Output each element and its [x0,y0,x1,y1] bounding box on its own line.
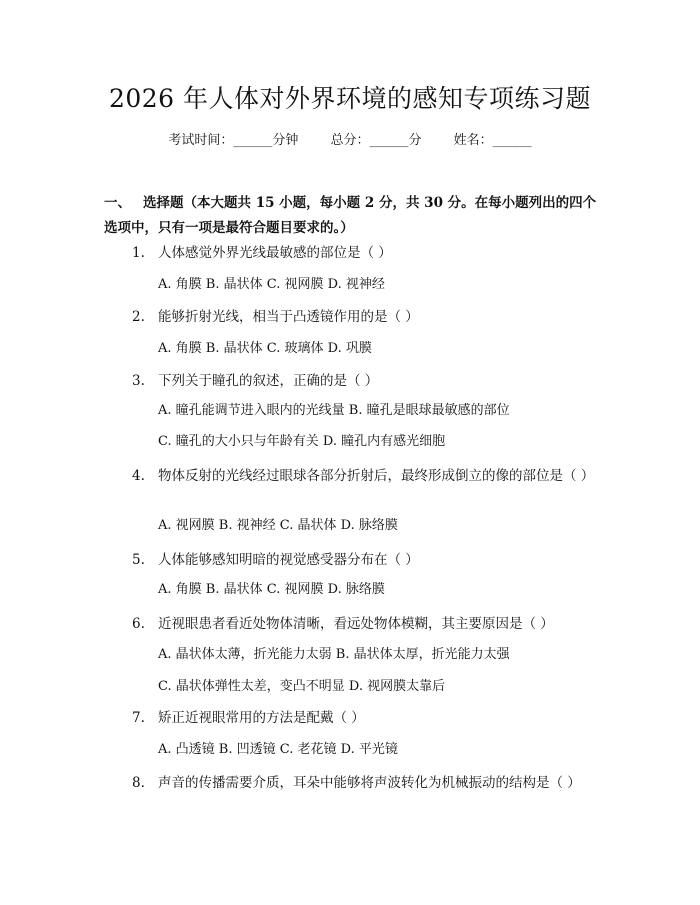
question-number: 5. [132,552,145,568]
question-1 [104,242,598,264]
question-2 [104,306,598,328]
question-6-options-line-1: A. 晶状体太薄，折光能力太弱 B. 晶状体太厚，折光能力太强 [158,647,510,662]
question-text: 声音的传播需要介质，耳朵中能够将声波转化为机械振动的结构是（ ） [158,775,581,791]
question-2-options: A. 角膜 B. 晶状体 C. 玻璃体 D. 巩膜 [158,341,372,356]
question-3-options-line-2: C. 瞳孔的大小只与年龄有关 D. 瞳孔内有感光细胞 [158,434,446,449]
exam-info [0,132,700,150]
question-4-options: A. 视网膜 B. 视神经 C. 晶状体 D. 脉络膜 [158,518,398,533]
question-text: 人体感觉外界光线最敏感的部位是（ ） [158,245,392,261]
section-number: 一、 [104,195,131,211]
question-number: 6. [132,616,145,632]
question-4 [104,465,598,487]
question-text: 人体能够感知明暗的视觉感受器分布在（ ） [158,552,419,568]
question-6-options-line-2: C. 晶状体弹性太差，变凸不明显 D. 视网膜太靠后 [158,679,446,694]
question-number: 7. [132,710,145,726]
question-5-options: A. 角膜 B. 晶状体 C. 视网膜 D. 脉络膜 [158,582,385,597]
question-text: 下列关于瞳孔的叙述，正确的是（ ） [158,373,379,389]
question-3 [104,370,598,392]
question-text: 能够折射光线，相当于凸透镜作用的是（ ） [158,309,419,325]
question-text: 近视眼患者看近处物体清晰，看远处物体模糊，其主要原因是（ ） [158,616,554,632]
section-instructions: 选择题（本大题共 15 小题，每小题 2 分，共 30 分。在每小题列出的四个选项中，只有一项是最符合题目要求的。） [104,195,597,236]
name-label: 姓名：______ [453,133,532,148]
question-number: 8. [132,775,145,791]
question-6 [104,613,598,635]
question-1-options: A. 角膜 B. 晶状体 C. 视网膜 D. 视神经 [158,277,385,292]
question-3-options-line-1: A. 瞳孔能调节进入眼内的光线量 B. 瞳孔是眼球最敏感的部位 [158,403,510,418]
exam-time-label: 考试时间：______分钟 [168,133,299,148]
page-title: 2026 年人体对外界环境的感知专项练习题 [108,84,592,113]
question-7-options: A. 凸透镜 B. 凹透镜 C. 老花镜 D. 平光镜 [158,742,398,757]
question-number: 2. [132,309,145,325]
question-8 [104,772,598,794]
question-text: 矫正近视眼常用的方法是配戴（ ） [158,710,365,726]
question-number: 1. [132,245,145,261]
total-score-label: 总分：______分 [330,133,422,148]
question-7 [104,707,598,729]
question-text: 物体反射的光线经过眼球各部分折射后，最终形成倒立的像的部位是（ ） [158,468,595,484]
section-heading [104,191,598,241]
question-number: 4. [132,468,145,484]
question-number: 3. [132,373,145,389]
question-5 [104,549,598,571]
